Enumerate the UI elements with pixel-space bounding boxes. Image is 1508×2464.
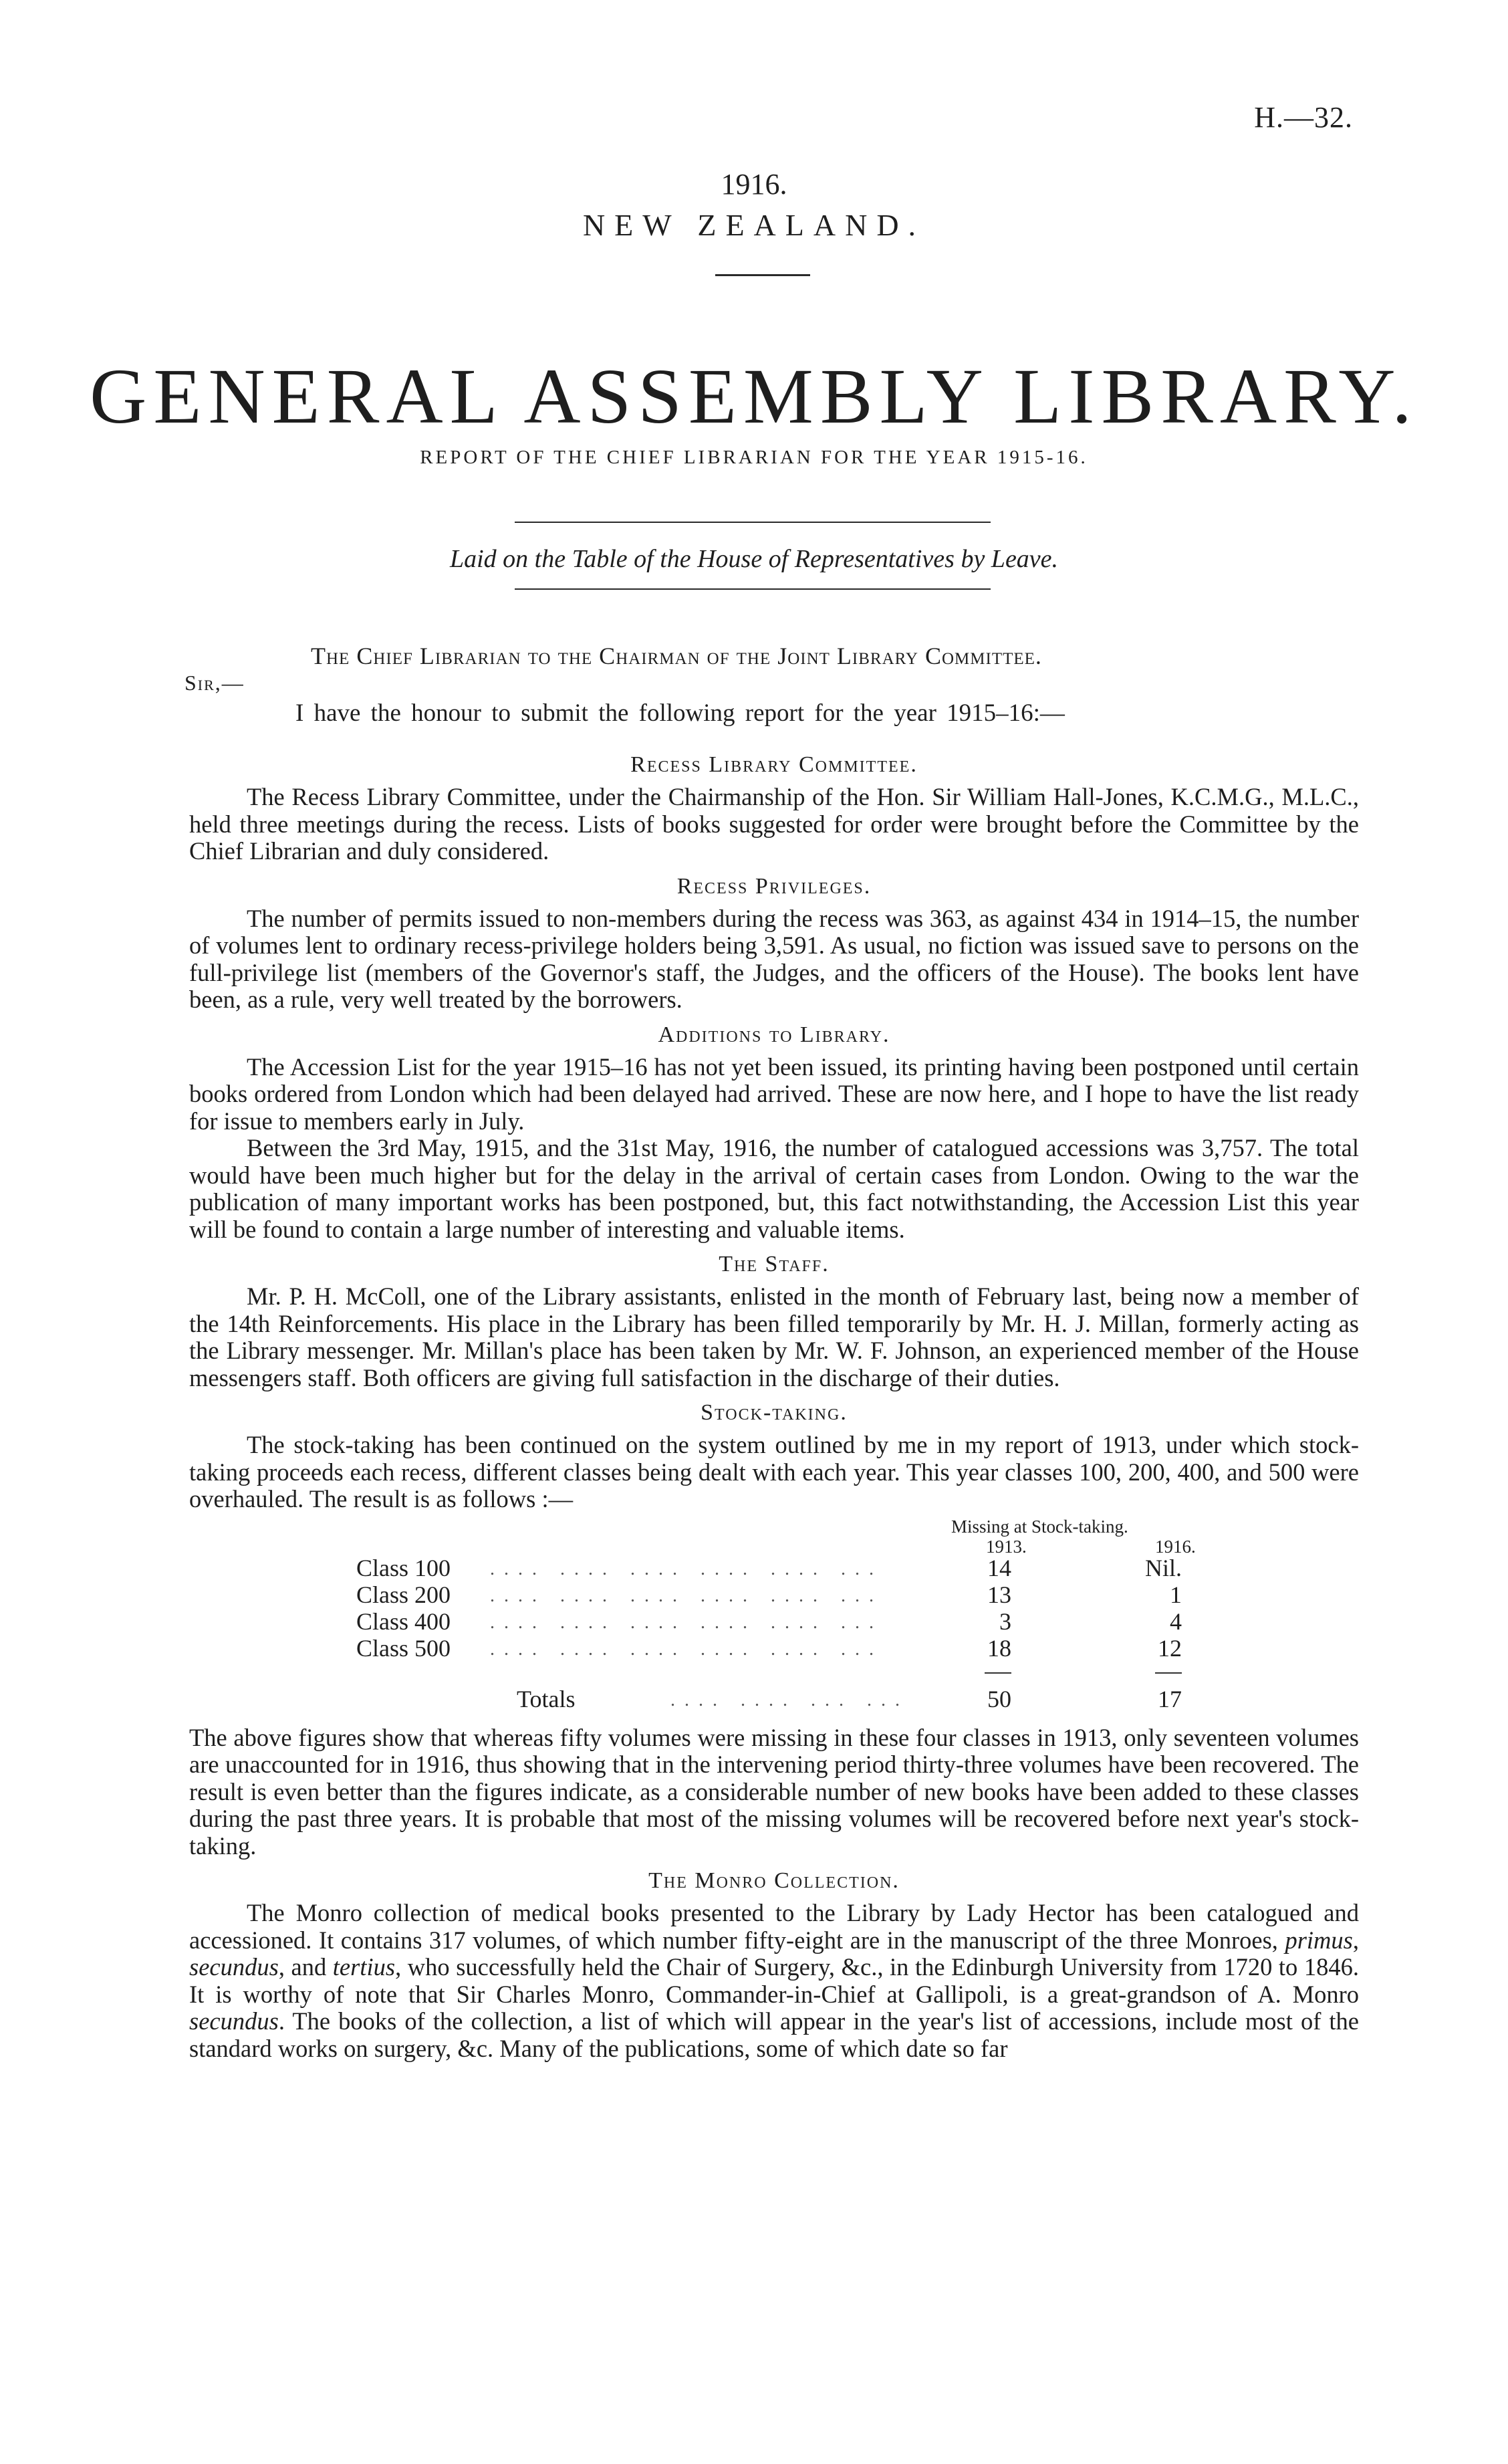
upper-divider <box>515 522 991 523</box>
country-heading: NEW ZEALAND. <box>582 208 926 242</box>
table-cell-1913: 13 <box>987 1581 1011 1608</box>
table-cell-1916: 1 <box>1170 1581 1182 1608</box>
table-total-1913: 50 <box>987 1685 1011 1712</box>
heading-recess-committee: Recess Library Committee. <box>630 752 918 777</box>
lower-divider <box>515 588 991 590</box>
monro-sep-2: , and <box>278 1953 333 1981</box>
table-row-label: Class 200 <box>356 1581 451 1608</box>
paragraph-staff: Mr. P. H. McColl, one of the Library assistants, enlisted in the month of February last, being now a member of the 14th Reinforcements. His place in the Library has been filled temporarily by Mr. H. J. Millan, formerly acting as the Library messenger. Mr. Millan's place has been taken by Mr. W. F. Johnson, an experienced member of the House messengers staff. Both officers are giving full satisfaction in the discharge of their duties. <box>189 1282 1359 1391</box>
table-col-1916: 1916. <box>1155 1536 1196 1557</box>
monro-secundus-2: secundus <box>189 2007 279 2035</box>
table-cell-1913: 14 <box>987 1554 1011 1581</box>
laid-on-table-notice: Laid on the Table of the House of Representatives by Leave. <box>449 545 1059 573</box>
document-title: GENERAL ASSEMBLY LIBRARY. <box>90 352 1418 440</box>
monro-primus: primus <box>1285 1926 1353 1954</box>
monro-secundus: secundus <box>189 1953 279 1981</box>
monro-text-b: , who successfully held the Chair of Surgery, &c., in the Edinburgh University from 1720 to 1846. It is worthy of note that Sir Charles Monro, Commander-in-Chief at Gallipoli, is a great-grandson of A. Monro <box>189 1953 1359 2008</box>
monro-text-a: The Monro collection of medical books presented to the Library by Lady Hector has been catalogued and accessioned. It contains 317 volumes, of which number fifty-eight are in the manuscript of the three Monroes, <box>189 1899 1359 1954</box>
paragraph-additions-1: The Accession List for the year 1915–16 has not yet been issued, its printing having been postponed until certain books ordered from London which had been delayed had arrived. These are now here, and I hope to have the list ready for issue to members early in July. <box>189 1052 1359 1135</box>
heading-staff: The Staff. <box>719 1252 830 1276</box>
document-subtitle: REPORT OF THE CHIEF LIBRARIAN FOR THE YEAR 1915-16. <box>420 447 1088 468</box>
short-divider <box>715 274 810 276</box>
heading-stocktaking: Stock-taking. <box>701 1400 848 1425</box>
table-cell-1916: 4 <box>1170 1607 1182 1635</box>
heading-monro: The Monro Collection. <box>648 1868 900 1893</box>
table-cell-1913: 3 <box>999 1607 1011 1635</box>
letter-addressee: The Chief Librarian to the Chairman of the Joint Library Committee. <box>311 643 1042 669</box>
paragraph-additions-2: Between the 3rd May, 1915, and the 31st May, 1916, the number of catalogued accessions was 3,757. The total would have been much higher but for the delay in the arrival of certain cases from London. Owing to the war the publication of many important works has been postponed, but, this fact notwithstanding, the Accession List this year will be found to contain a large number of interesting and valuable items. <box>189 1134 1359 1243</box>
dot-leader: .... .... .... .... .... ... <box>490 1585 883 1606</box>
totals-label: Totals <box>517 1685 576 1712</box>
dot-leader: .... .... .... .... .... ... <box>490 1611 883 1633</box>
paragraph-stocktaking-2: The above figures show that whereas fifty volumes were missing in these four classes in 1913, only seventeen volumes are unaccounted for in 1916, thus showing that in the intervening period thirty-three volumes have been recovered. The result is even better than the figures indicate, as a considerable number of new books have been added to these classes during the past three years. It is probable that most of the missing volumes will be recovered before next year's stock-taking. <box>189 1723 1359 1860</box>
stocktaking-table <box>189 1513 1359 1724</box>
total-rule-1913 <box>985 1672 1011 1674</box>
table-row-label: Class 100 <box>356 1554 451 1581</box>
report-year: 1916. <box>721 168 787 201</box>
table-total-1916: 17 <box>1158 1685 1182 1712</box>
salutation: Sir,— <box>184 671 245 695</box>
heading-recess-privileges: Recess Privileges. <box>676 873 872 899</box>
table-col-1913: 1913. <box>986 1536 1027 1557</box>
table-row-label: Class 500 <box>356 1634 451 1662</box>
heading-additions: Additions to Library. <box>658 1022 890 1047</box>
paragraph-stocktaking-1: The stock-taking has been continued on the system outlined by me in my report of 1913, under which stock-taking proceeds each recess, different classes being dealt with each year. This year classes 100, 200, 400, and 500 were overhauled. The result is as follows :— <box>189 1431 1359 1513</box>
table-cell-1913: 18 <box>987 1634 1011 1662</box>
monro-sep-1: , <box>1352 1926 1359 1954</box>
table-row-label: Class 400 <box>356 1607 451 1635</box>
monro-text-c: . The books of the collection, a list of which will appear in the year's list of accessions, include most of the standard works on surgery, &c. Many of the publications, some of which date so far <box>189 2007 1359 2062</box>
dot-leader: .... .... ... ... <box>670 1689 909 1710</box>
table-cell-1916: Nil. <box>1144 1554 1182 1581</box>
paper-reference: H.—32. <box>1254 101 1353 134</box>
table-header-missing: Missing at Stock-taking. <box>951 1516 1128 1537</box>
total-rule-1916 <box>1155 1672 1182 1674</box>
dot-leader: .... .... .... .... .... ... <box>490 1638 883 1660</box>
dot-leader: .... .... .... .... .... ... <box>490 1558 883 1579</box>
paragraph-recess-committee: The Recess Library Committee, under the Chairmanship of the Hon. Sir William Hall-Jones, K.C.M.G., M.L.C., held three meetings during the recess. Lists of books suggested for order were brought before the Committee by the Chief Librarian and duly considered. <box>189 783 1359 865</box>
paragraph-recess-privileges: The number of permits issued to non-members during the recess was 363, as against 434 in 1914–15, the number of volumes lent to ordinary recess-privilege holders being 3,591. As usual, no fiction was issued save to persons on the full-privilege list (members of the Governor's staff, the Judges, and the officers of the House). The books lent have been, as a rule, very well treated by the borrowers. <box>189 904 1359 1013</box>
table-cell-1916: 12 <box>1158 1634 1182 1662</box>
report-body <box>189 744 1359 2062</box>
letter-intro: I have the honour to submit the following report for the year 1915–16:— <box>295 699 1065 727</box>
paragraph-monro <box>189 1900 1359 2062</box>
monro-tertius: tertius <box>332 1953 396 1981</box>
